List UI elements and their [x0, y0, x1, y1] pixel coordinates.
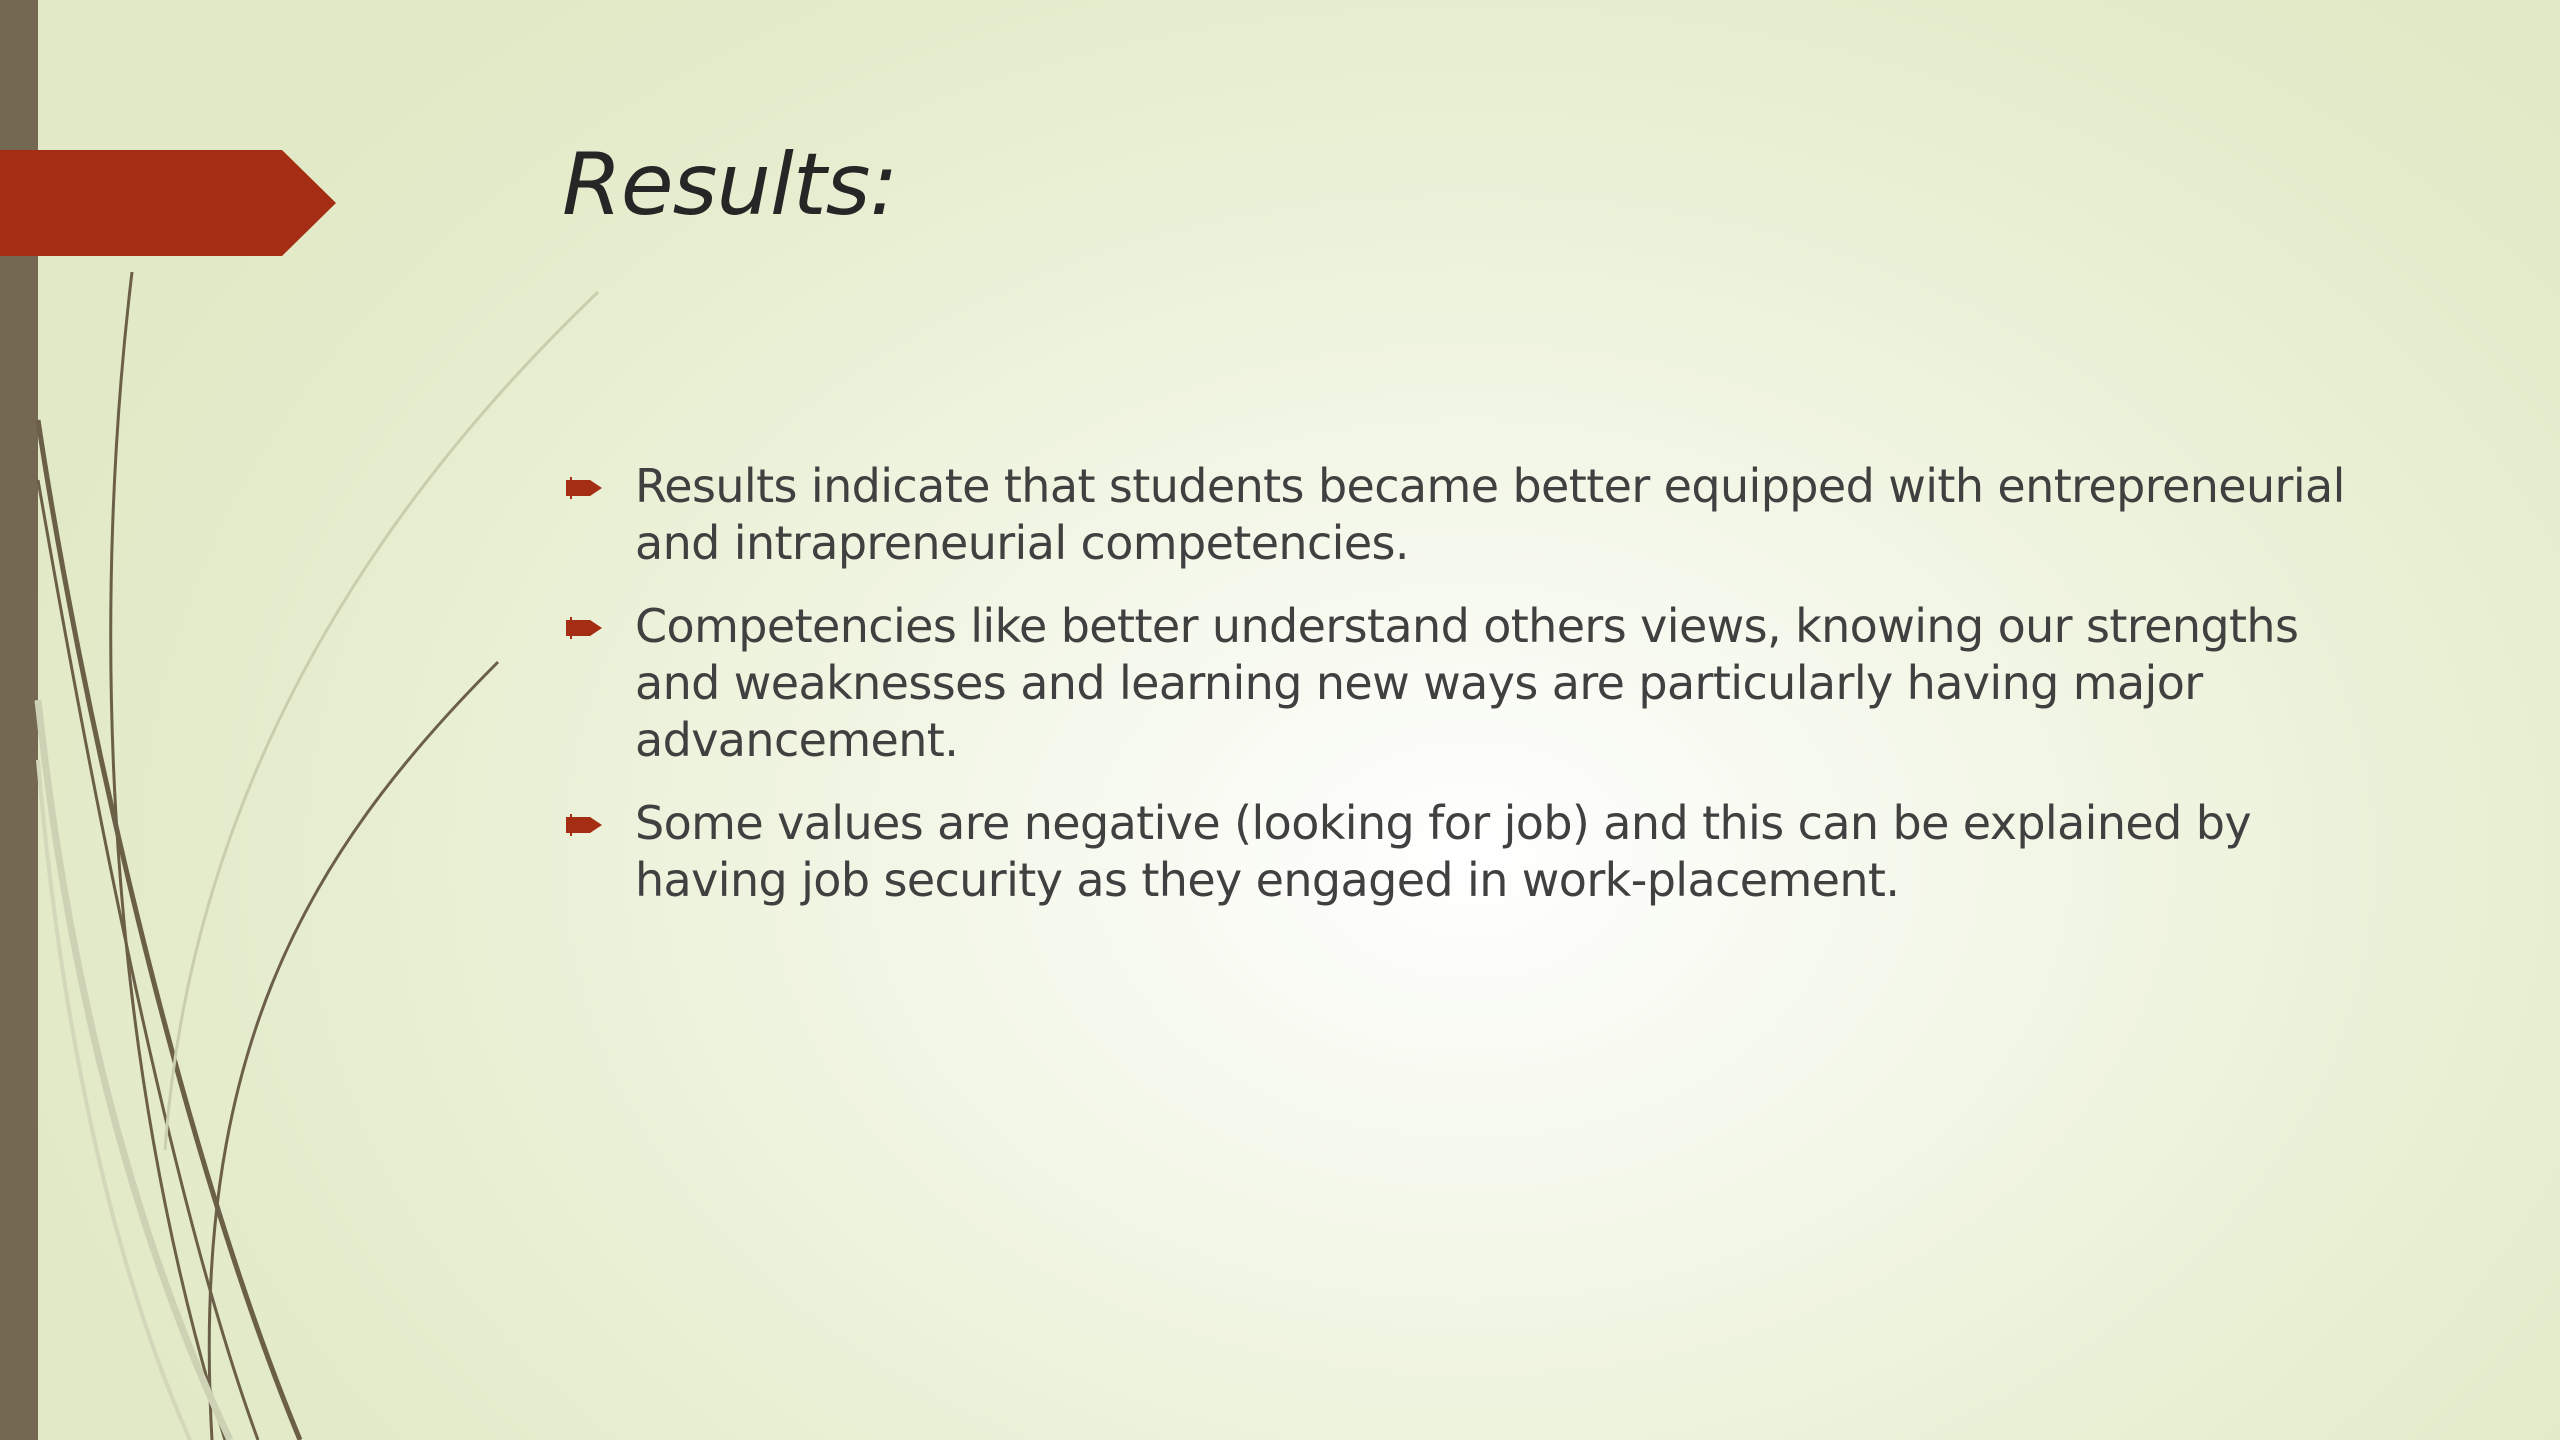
list-item — [562, 458, 2392, 572]
arrow-bullet-icon — [566, 617, 602, 639]
list-item — [562, 598, 2392, 769]
slide-title: Results: — [562, 135, 898, 235]
bullet-text: Some values are negative (looking for job) and this can be explained by having job security as they engaged in work-placement. — [635, 796, 2251, 907]
arrow-bullet-icon — [566, 477, 602, 499]
list-item — [562, 795, 2392, 909]
bullet-text: Results indicate that students became better equipped with entrepreneurial and intrapreneurial competencies. — [635, 459, 2345, 570]
bullet-list — [562, 458, 2392, 935]
bullet-text: Competencies like better understand others views, knowing our strengths and weaknesses and learning new ways are particularly having major advancement. — [635, 599, 2299, 767]
title-arrow-tab — [0, 150, 336, 256]
arrow-bullet-icon — [566, 814, 602, 836]
